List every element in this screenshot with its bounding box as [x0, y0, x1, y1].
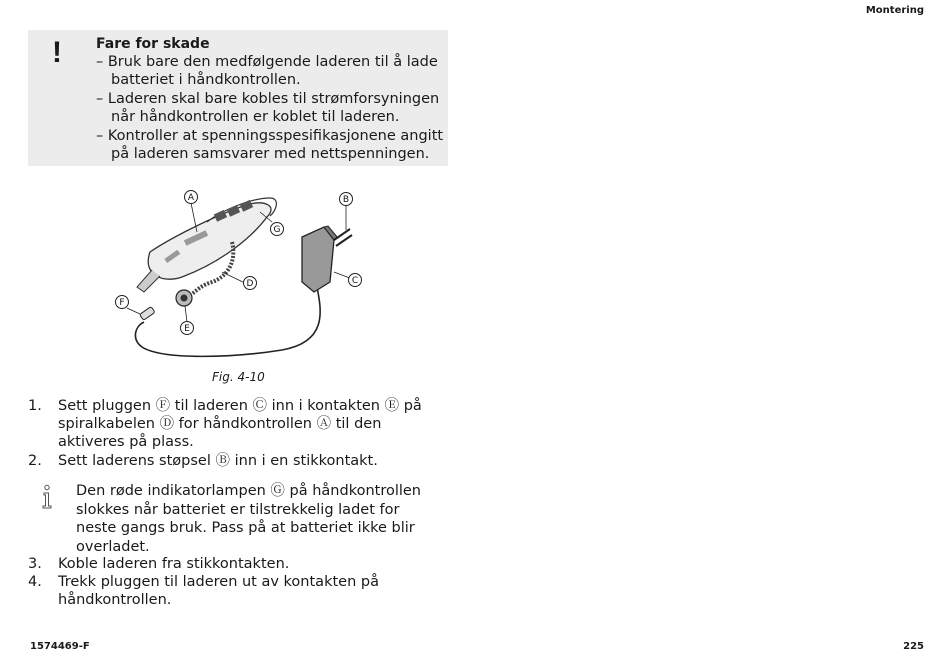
figure-caption: Fig. 4-10 — [212, 370, 265, 384]
callout-label: C — [351, 276, 359, 287]
warning-item: – Laderen skal bare kobles til strømforsyningen når håndkontrollen er koblet til laderen. — [96, 91, 440, 125]
callout-label: A — [187, 193, 195, 204]
step-item: 3. Koble laderen fra stikkontakten. — [28, 556, 290, 572]
step-item: 1. Sett pluggen Ⓕ til laderen Ⓒ inn i kontakten Ⓔ på spiralkabelen Ⓓ for håndkontrollen Ⓐ til den aktiveres på plass. — [28, 398, 422, 450]
callout-label: G — [273, 225, 281, 236]
document-number: 1574469-F — [30, 641, 90, 652]
step-item: 2. Sett laderens støpsel Ⓑ inn i en stikkontakt. — [28, 453, 378, 469]
section-header: Montering — [865, 5, 924, 16]
page-number: 225 — [903, 641, 924, 652]
callout-label: B — [342, 195, 350, 206]
info-note: Den røde indikatorlampen Ⓖ på håndkontrollen slokkes når batteriet er tilstrekkelig ladet for neste gangs bruk. Pass på at batteriet ikke blir overladet. — [76, 483, 421, 555]
warning-item: – Bruk bare den medfølgende laderen til å lade batteriet i håndkontrollen. — [96, 54, 438, 88]
warning-title: Fare for skade — [96, 36, 210, 52]
callout-label: D — [246, 279, 254, 290]
warning-item: – Kontroller at spenningsspesifikasjonene angitt på laderen samsvarer med nettspenningen. — [96, 128, 444, 162]
callout-label: F — [119, 298, 125, 309]
callout-label: E — [184, 324, 190, 335]
step-item: 4. Trekk pluggen til laderen ut av kontakten på håndkontrollen. — [28, 574, 379, 608]
info-icon — [40, 484, 54, 510]
warning-icon: ! — [52, 36, 62, 69]
charger-figure — [102, 182, 432, 364]
